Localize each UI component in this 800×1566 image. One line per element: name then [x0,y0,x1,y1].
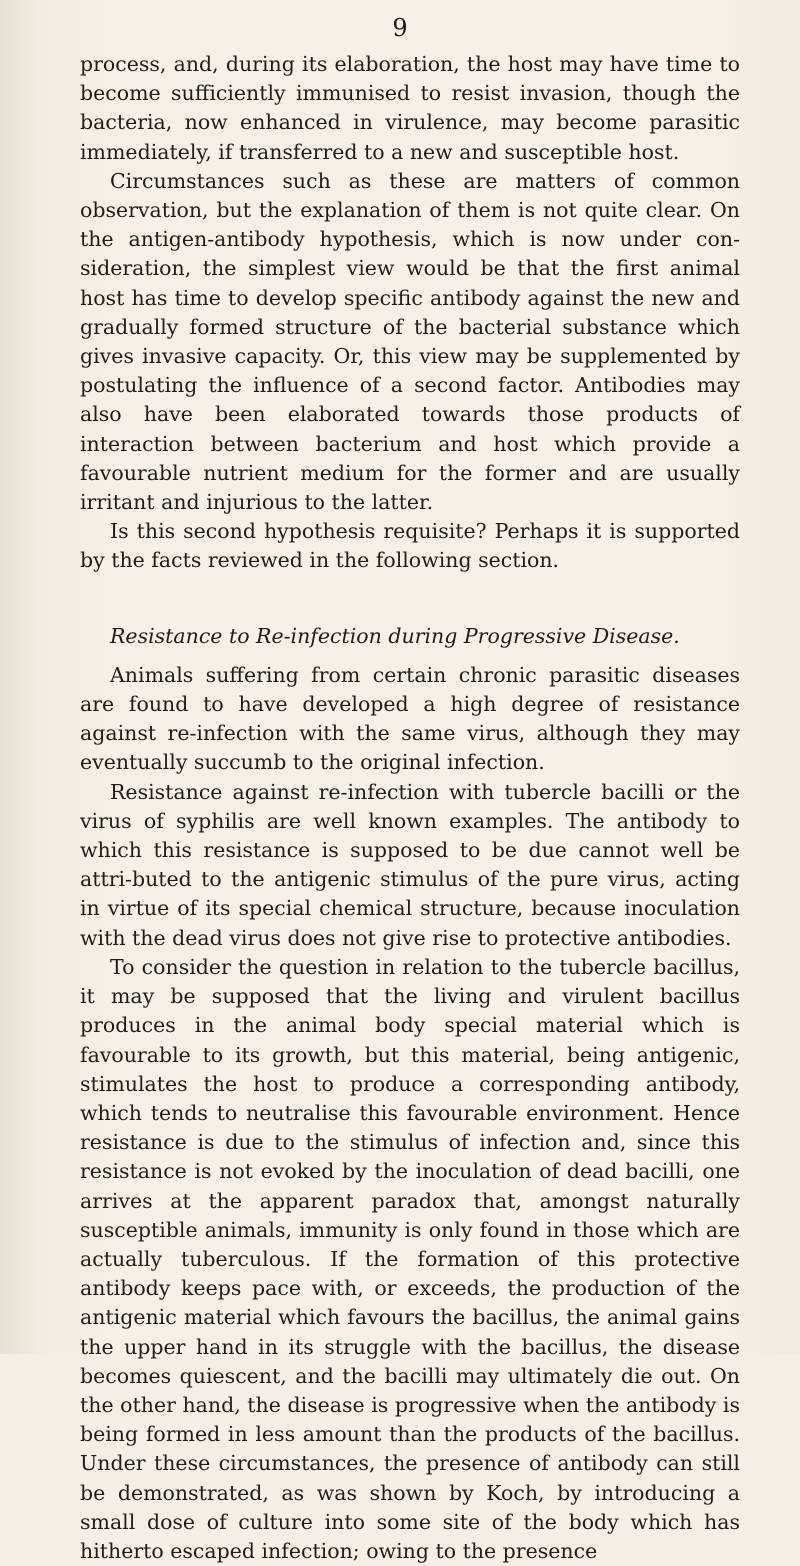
section-paragraph-1: Animals suffering from certain chronic parasitic diseases are found to have developed a high degree of resistance against re-infection with the same virus, although they may eventually succumb to the original infection. [80,662,740,775]
section-heading: Resistance to Re-infection during Progressive Disease. [110,623,680,648]
page-number: 9 [392,14,408,42]
paragraph-2: Circumstances such as these are matters of common observation, but the explanation of them is not quite clear. On the antigen-antibody hypothesis, which is now under con-sideration, the simplest view would be that the first animal host has time to develop specific antibody against the new and gradually formed structure of the bacterial substance which gives invasive capacity. Or, this view may be supplemented by postulating the influence of a second factor. Antibodies may also have been elaborated towards those products of interaction between bacterium and host which provide a favourable nutrient medium for the former and are usually irritant and injurious to the latter. [80,168,740,515]
section-paragraph-2: Resistance against re-infection with tubercle bacilli or the virus of syphilis are well known examples. The antibody to which this resistance is supposed to be due cannot well be attri-buted to the antigenic stimulus of the pure virus, acting in virtue of its special chemical structure, because inoculation with the dead virus does not give rise to protective antibodies. [80,779,740,950]
page-body [80,50,740,1566]
section-paragraph-3: To consider the question in relation to the tubercle bacillus, it may be supposed that the living and virulent bacillus produces in the animal body special material which is favourable to its growth, but this material, being antigenic, stimulates the host to produce a corresponding antibody, which tends to neutralise this favourable environment. Hence resistance is due to the stimulus of infection and, since this resistance is not evoked by the inoculation of dead bacilli, one arrives at the apparent paradox that, amongst naturally susceptible animals, immunity is only found in those which are actually tuberculous. If the formation of this protective antibody keeps pace with, or exceeds, the production of the antigenic material which favours the bacillus, the animal gains the upper hand in its struggle with the bacillus, the disease becomes quiescent, and the bacilli may ultimately die out. On the other hand, the disease is progressive when the antibody is being formed in less amount than the products of the bacillus. Under these circumstances, the presence of antibody can still be demonstrated, as was shown by Koch, by introducing a small dose of culture into some site of the body which has hitherto escaped infection; owing to the presence [80,954,740,1563]
paragraph-3: Is this second hypothesis requisite? Perhaps it is supported by the facts reviewed in the following section. [80,519,740,573]
paragraph-1: process, and, during its elaboration, the host may have time to become sufficiently immunised to resist invasion, though the bacteria, now enhanced in virulence, may become parasitic immediately, if transferred to a new and susceptible host. [80,52,740,164]
